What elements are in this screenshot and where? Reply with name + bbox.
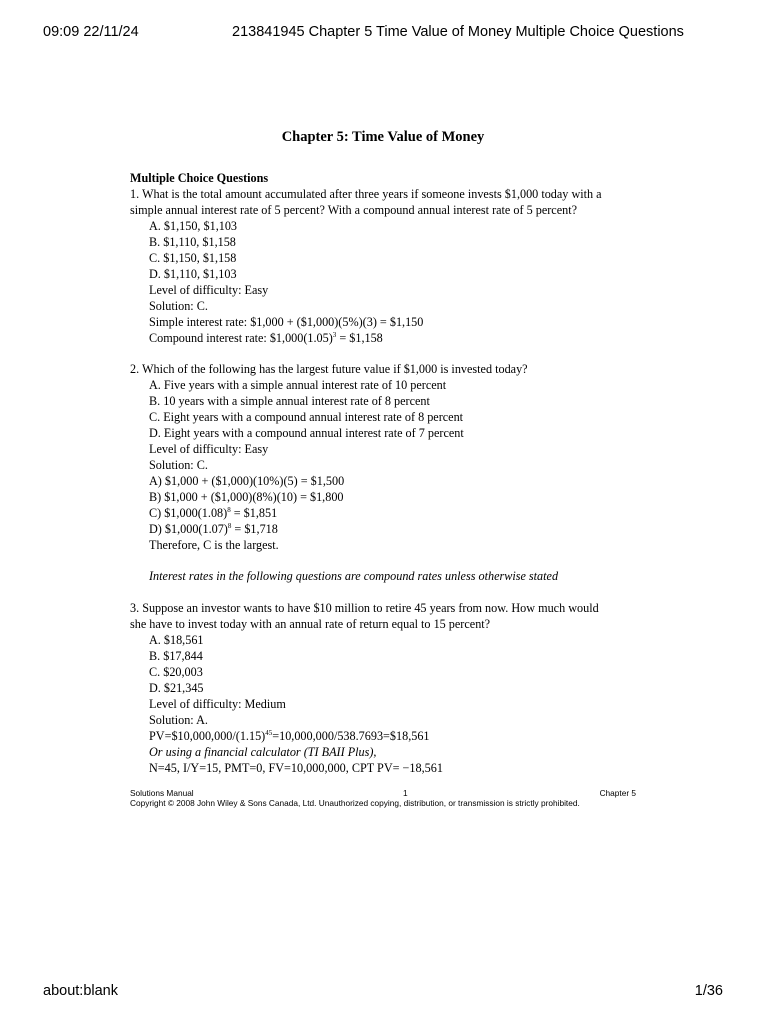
q2-conclusion: Therefore, C is the largest. (149, 538, 279, 552)
q3-pv-formula (149, 728, 430, 744)
q1-simple-interest: Simple interest rate: $1,000 + ($1,000)(5%)(3) = $1,150 (149, 315, 424, 329)
q3-pv-text: PV=$10,000,000/(1.15) (149, 729, 266, 743)
q3-pv-result: =10,000,000/538.7693=$18,561 (272, 729, 430, 743)
q2-option-c: C. Eight years with a compound annual interest rate of 8 percent (149, 410, 464, 424)
q2-calc-a: A) $1,000 + ($1,000)(10%)(5) = $1,500 (149, 474, 345, 488)
q2-calc-c-result: = $1,851 (230, 506, 278, 520)
q3-stem-line2: she have to invest today with an annual rate of return equal to 15 percent? (130, 617, 491, 631)
q3-option-d: D. $21,345 (149, 681, 204, 695)
q2-option-d: D. Eight years with a compound annual interest rate of 7 percent (149, 426, 464, 440)
q2-calc-d-exponent: 8 (227, 522, 232, 530)
footer-copyright: Copyright © 2008 John Wiley & Sons Canada, Ltd. Unauthorized copying, distribution, or transmission is strictly prohibited. (130, 798, 580, 808)
q1-compound-exponent: 3 (332, 331, 337, 339)
q1-compound-interest (149, 330, 383, 346)
q2-calc-c-exponent: 8 (227, 506, 231, 514)
q3-solution: Solution: A. (149, 713, 208, 727)
print-url: about:blank (43, 983, 118, 999)
print-page-count: 1/36 (694, 983, 723, 999)
q1-option-a: A. $1,150, $1,103 (149, 219, 238, 233)
footer-page-number: 1 (403, 788, 408, 798)
q2-option-a: A. Five years with a simple annual interest rate of 10 percent (149, 378, 447, 392)
print-datetime: 09:09 22/11/24 (43, 24, 139, 40)
q3-option-b: B. $17,844 (149, 649, 203, 663)
q1-compound-result: = $1,158 (336, 331, 383, 345)
q1-option-d: D. $1,110, $1,103 (149, 267, 237, 281)
q1-difficulty: Level of difficulty: Easy (149, 283, 269, 297)
q3-option-a: A. $18,561 (149, 633, 204, 647)
q3-calculator-keys: N=45, I/Y=15, PMT=0, FV=10,000,000, CPT PV= −18,561 (149, 761, 443, 775)
q2-difficulty: Level of difficulty: Easy (149, 442, 269, 456)
chapter-title: Chapter 5: Time Value of Money (281, 129, 485, 145)
q1-stem-line2: simple annual interest rate of 5 percent? With a compound annual interest rate of 5 percent? (130, 203, 577, 217)
q2-calc-d-result: = $1,718 (231, 522, 278, 536)
q2-solution: Solution: C. (149, 458, 208, 472)
footer-solutions-manual: Solutions Manual (130, 788, 194, 798)
q1-option-c: C. $1,150, $1,158 (149, 251, 237, 265)
q1-compound-text: Compound interest rate: $1,000(1.05) (149, 331, 333, 345)
q2-calc-b: B) $1,000 + ($1,000)(8%)(10) = $1,800 (149, 490, 344, 504)
q3-difficulty: Level of difficulty: Medium (149, 697, 286, 711)
q3-pv-exponent: 45 (265, 729, 273, 737)
q1-solution: Solution: C. (149, 299, 208, 313)
q2-stem: 2. Which of the following has the largest future value if $1,000 is invested today? (130, 362, 528, 376)
q3-option-c: C. $20,003 (149, 665, 203, 679)
q3-stem-line1: 3. Suppose an investor wants to have $10 million to retire 45 years from now. How much would (130, 601, 599, 615)
q2-option-b: B. 10 years with a simple annual interest rate of 8 percent (149, 394, 430, 408)
compound-rate-note: Interest rates in the following questions are compound rates unless otherwise stated (149, 569, 559, 583)
footer-chapter: Chapter 5 (599, 788, 636, 798)
q1-option-b: B. $1,110, $1,158 (149, 235, 236, 249)
q2-calc-d (149, 521, 278, 537)
section-heading: Multiple Choice Questions (130, 171, 269, 185)
q2-calc-d-text: D) $1,000(1.07) (149, 522, 228, 536)
q2-calc-c (149, 505, 277, 521)
q1-stem-line1: 1. What is the total amount accumulated after three years if someone invests $1,000 today with a (130, 187, 602, 201)
print-document-title: 213841945 Chapter 5 Time Value of Money Multiple Choice Questions (232, 24, 684, 40)
q3-calculator-note: Or using a financial calculator (TI BAII Plus), (149, 745, 377, 759)
q2-calc-c-text: C) $1,000(1.08) (149, 506, 228, 520)
